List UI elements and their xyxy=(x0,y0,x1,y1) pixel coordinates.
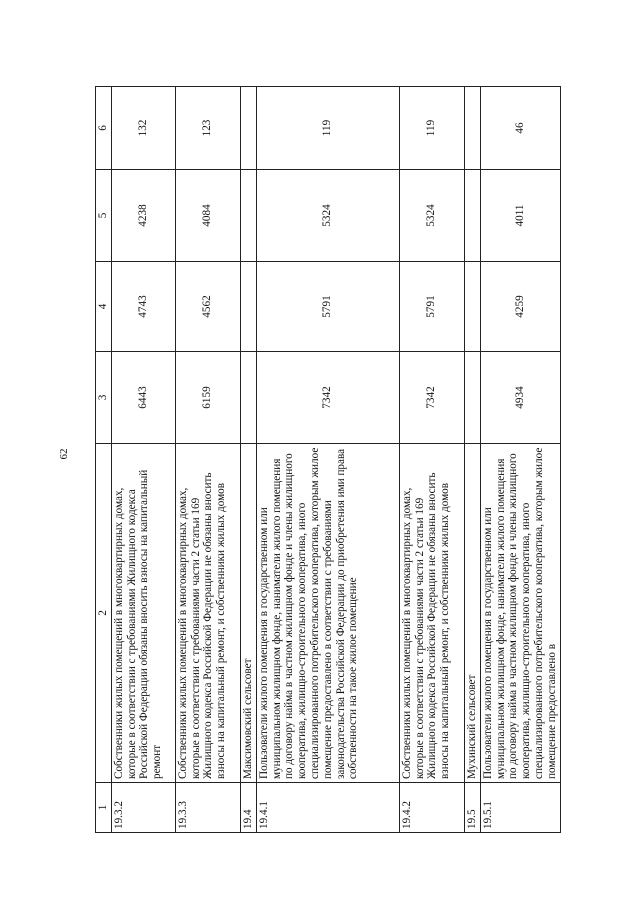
value-cell: 4238 xyxy=(111,170,175,262)
value-cell: 6443 xyxy=(111,352,175,444)
value-cell xyxy=(240,87,256,170)
value-cell xyxy=(240,262,256,352)
table-header-row xyxy=(96,87,112,833)
header-cell: 6 xyxy=(96,87,112,170)
table-row xyxy=(399,87,464,833)
row-code: 19.5 xyxy=(464,783,480,833)
row-description: Собственники жилых помещений в многоквартирных домах, которые в соответствии с требованиями Жилищного кодекса Российской Федерации обязаны вносить взносы на капитальный ремонт xyxy=(111,444,175,783)
row-code: 19.4.2 xyxy=(399,783,464,833)
header-cell: 1 xyxy=(96,783,112,833)
row-description: Собственники жилых помещений в многоквартирных домах, которые в соответствии с требованиями части 2 статьи 169 Жилищного кодекса Российской Федерации не обязаны вносить взносы на капитальный ремонт, и собственники жилых домов xyxy=(399,444,464,783)
value-cell xyxy=(464,87,480,170)
row-description: Пользователи жилого помещения в государственном или муниципальном жилищном фонде, наниматели жилого помещения по договору найма в частном жилищном фонде и члены жилищного кооператива, жилищно-строительного кооператива, иного специализированного потребительского кооператива, которым жилое помещение предоставлено в соответствии с требованиями законодательства Российской Федерации до приобретения ими права собственности на такое жилое помещение xyxy=(256,444,399,783)
header-cell: 3 xyxy=(96,352,112,444)
section-title: Максимовский сельсовет xyxy=(240,444,256,783)
value-cell: 4934 xyxy=(480,352,560,444)
value-cell: 7342 xyxy=(399,352,464,444)
table-row xyxy=(256,87,399,833)
value-cell xyxy=(464,352,480,444)
value-cell: 4259 xyxy=(480,262,560,352)
row-code: 19.5.1 xyxy=(480,783,560,833)
tariff-table xyxy=(95,86,561,833)
table-section-row xyxy=(464,87,480,833)
value-cell: 4743 xyxy=(111,262,175,352)
value-cell xyxy=(464,170,480,262)
header-cell: 5 xyxy=(96,170,112,262)
row-code: 19.3.3 xyxy=(175,783,240,833)
row-description: Собственники жилых помещений в многоквартирных домах, которые в соответствии с требованиями части 2 статьи 169 Жилищного кодекса Российской Федерации не обязаны вносить взносы на капитальный ремонт, и собственники жилых домов xyxy=(175,444,240,783)
header-cell: 4 xyxy=(96,262,112,352)
value-cell: 46 xyxy=(480,87,560,170)
table-row xyxy=(480,87,560,833)
value-cell: 5324 xyxy=(399,170,464,262)
value-cell: 5791 xyxy=(399,262,464,352)
value-cell: 132 xyxy=(111,87,175,170)
table-container xyxy=(95,87,558,833)
value-cell: 123 xyxy=(175,87,240,170)
value-cell: 5324 xyxy=(256,170,399,262)
page-number: 62 xyxy=(58,448,70,460)
row-code: 19.4 xyxy=(240,783,256,833)
value-cell: 4562 xyxy=(175,262,240,352)
table-row xyxy=(175,87,240,833)
row-code: 19.4.1 xyxy=(256,783,399,833)
value-cell: 119 xyxy=(399,87,464,170)
value-cell: 6159 xyxy=(175,352,240,444)
value-cell: 119 xyxy=(256,87,399,170)
value-cell: 7342 xyxy=(256,352,399,444)
value-cell: 4011 xyxy=(480,170,560,262)
value-cell xyxy=(240,352,256,444)
table-row xyxy=(111,87,175,833)
value-cell xyxy=(240,170,256,262)
header-cell: 2 xyxy=(96,444,112,783)
value-cell: 5791 xyxy=(256,262,399,352)
row-code: 19.3.2 xyxy=(111,783,175,833)
row-description: Пользователи жилого помещения в государственном или муниципальном жилищном фонде, наниматели жилого помещения по договору найма в частном жилищном фонде и члены жилищного кооператива, жилищно-строительного кооператива, иного специализированного потребительского кооператива, которым жилое помещение предоставлено в xyxy=(480,444,560,783)
rotated-table-frame xyxy=(95,87,558,833)
section-title: Мухинский сельсовет xyxy=(464,444,480,783)
value-cell: 4084 xyxy=(175,170,240,262)
table-section-row xyxy=(240,87,256,833)
value-cell xyxy=(464,262,480,352)
